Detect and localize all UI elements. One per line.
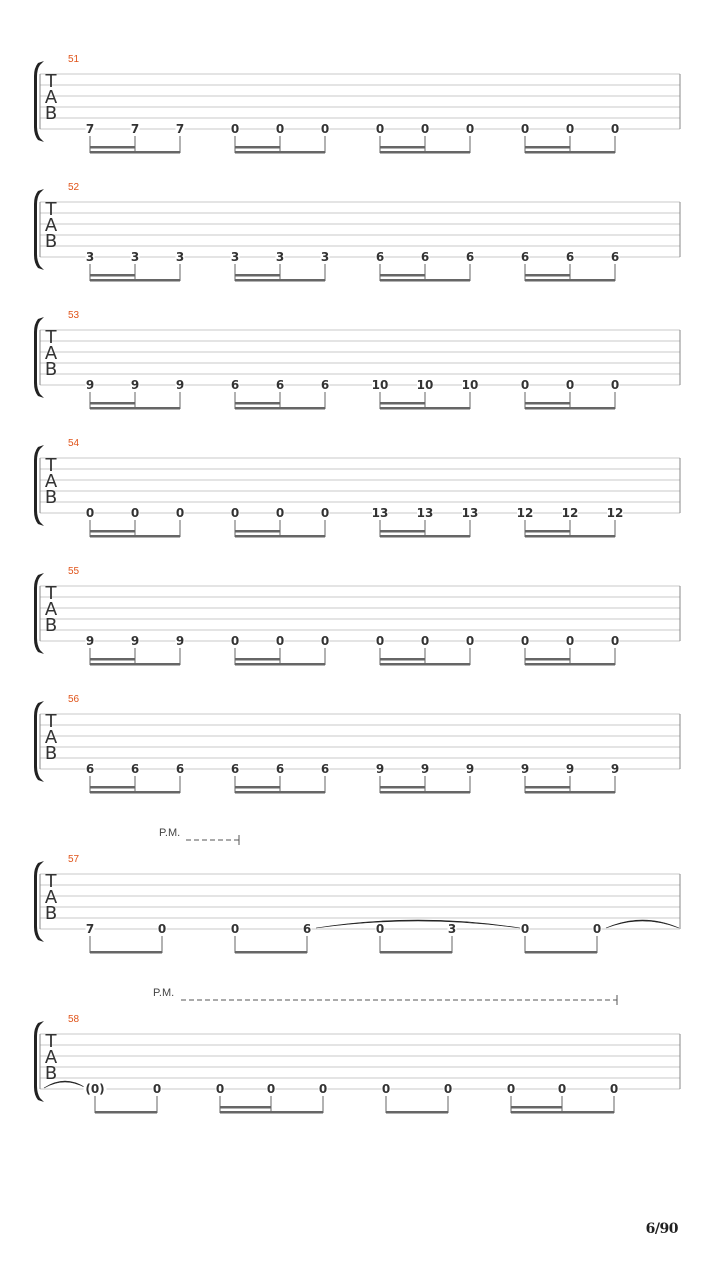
beam-secondary	[525, 274, 570, 277]
beam	[525, 951, 597, 954]
fret-number: 10	[371, 378, 389, 392]
beam	[235, 663, 325, 666]
tab-clef-letter: B	[44, 743, 58, 764]
fret-number: 0	[443, 1082, 453, 1096]
beam-secondary	[235, 786, 280, 789]
beam	[90, 151, 180, 154]
beam	[380, 951, 452, 954]
beam-secondary	[380, 530, 425, 533]
beam-secondary	[90, 530, 135, 533]
fret-number: 0	[520, 378, 530, 392]
beam-secondary	[380, 658, 425, 661]
system-bracket	[34, 445, 44, 526]
system-bracket	[34, 573, 44, 654]
beam	[90, 279, 180, 282]
beam-secondary	[380, 146, 425, 149]
beam-secondary	[90, 274, 135, 277]
beam-secondary	[235, 146, 280, 149]
tab-clef-letter: A	[44, 343, 58, 364]
system-bracket	[34, 861, 44, 942]
fret-number: 6	[275, 762, 285, 776]
beam	[386, 1111, 448, 1114]
tab-clef-letter: B	[44, 103, 58, 124]
beam	[380, 791, 470, 794]
fret-number: 6	[375, 250, 385, 264]
fret-number: 0	[230, 922, 240, 936]
measure-number: 54	[68, 438, 80, 449]
fret-number: 6	[320, 378, 330, 392]
beam-secondary	[525, 402, 570, 405]
tab-clef-letter: T	[45, 71, 57, 92]
tab-system-57	[34, 827, 680, 954]
system-bracket	[34, 61, 44, 142]
system-bracket	[34, 189, 44, 270]
fret-number: 6	[230, 378, 240, 392]
beam	[380, 151, 470, 154]
beam	[525, 279, 615, 282]
fret-number: 0	[381, 1082, 391, 1096]
tab-system-53	[34, 310, 680, 410]
tab-clef-letter: B	[44, 231, 58, 252]
fret-number: 0	[592, 922, 602, 936]
beam	[235, 791, 325, 794]
fret-number: 6	[85, 762, 95, 776]
fret-number: 3	[275, 250, 285, 264]
fret-number: 12	[561, 506, 579, 520]
beam	[380, 663, 470, 666]
fret-number: 12	[606, 506, 624, 520]
fret-number: 10	[416, 378, 434, 392]
fret-number: 9	[520, 762, 530, 776]
fret-number: 13	[371, 506, 389, 520]
fret-number: 3	[175, 250, 185, 264]
tab-system-56	[34, 694, 680, 794]
fret-number: 0	[320, 506, 330, 520]
tab-clef-letter: T	[45, 583, 57, 604]
measure-number: 52	[68, 182, 80, 193]
fret-number: 0	[610, 122, 620, 136]
fret-number: 13	[461, 506, 479, 520]
beam-secondary	[235, 658, 280, 661]
fret-number: 3	[320, 250, 330, 264]
fret-number: 0	[520, 122, 530, 136]
fret-number: 0	[565, 378, 575, 392]
fret-number: 6	[302, 922, 312, 936]
fret-number: 12	[516, 506, 534, 520]
beam	[380, 407, 470, 410]
beam-secondary	[235, 274, 280, 277]
fret-number: 3	[130, 250, 140, 264]
beam-secondary	[380, 274, 425, 277]
fret-number: 9	[130, 634, 140, 648]
tab-clef-letter: A	[44, 1047, 58, 1068]
fret-number: 9	[420, 762, 430, 776]
beam-secondary	[90, 146, 135, 149]
fret-number: 0	[230, 634, 240, 648]
fret-number: (0)	[85, 1082, 105, 1096]
tab-clef-letter: T	[45, 199, 57, 220]
beam-secondary	[525, 658, 570, 661]
fret-number: 0	[230, 506, 240, 520]
tie-arc	[606, 920, 679, 928]
fret-number: 6	[275, 378, 285, 392]
fret-number: 0	[130, 506, 140, 520]
beam	[90, 407, 180, 410]
fret-number: 0	[266, 1082, 276, 1096]
fret-number: 7	[175, 122, 185, 136]
fret-number: 0	[465, 634, 475, 648]
fret-number: 9	[85, 378, 95, 392]
fret-number: 0	[275, 122, 285, 136]
beam	[90, 535, 180, 538]
fret-number: 7	[130, 122, 140, 136]
tab-clef-letter: A	[44, 887, 58, 908]
tab-system-58	[34, 987, 680, 1114]
measure-number: 51	[68, 54, 80, 65]
fret-number: 6	[230, 762, 240, 776]
beam	[525, 663, 615, 666]
system-bracket	[34, 1021, 44, 1102]
beam	[380, 279, 470, 282]
beam	[235, 951, 307, 954]
fret-number: 0	[610, 634, 620, 648]
beam	[220, 1111, 323, 1114]
tie-arc	[316, 920, 520, 928]
fret-number: 0	[420, 122, 430, 136]
fret-number: 6	[175, 762, 185, 776]
beam-secondary	[380, 786, 425, 789]
tab-clef-letter: A	[44, 215, 58, 236]
fret-number: 0	[275, 634, 285, 648]
fret-number: 7	[85, 922, 95, 936]
fret-number: 0	[175, 506, 185, 520]
fret-number: 0	[565, 122, 575, 136]
beam-secondary	[235, 402, 280, 405]
measure-number: 58	[68, 1014, 80, 1025]
fret-number: 0	[520, 634, 530, 648]
beam-secondary	[90, 402, 135, 405]
fret-number: 6	[565, 250, 575, 264]
fret-number: 7	[85, 122, 95, 136]
fret-number: 9	[375, 762, 385, 776]
measure-number: 53	[68, 310, 80, 321]
tab-clef-letter: T	[45, 1031, 57, 1052]
fret-number: 0	[565, 634, 575, 648]
beam	[380, 535, 470, 538]
fret-number: 0	[375, 922, 385, 936]
beam	[90, 951, 162, 954]
fret-number: 6	[420, 250, 430, 264]
beam-secondary	[525, 786, 570, 789]
fret-number: 3	[85, 250, 95, 264]
tab-clef-letter: A	[44, 727, 58, 748]
fret-number: 3	[230, 250, 240, 264]
fret-number: 0	[320, 122, 330, 136]
fret-number: 6	[610, 250, 620, 264]
beam	[235, 151, 325, 154]
tab-clef-letter: A	[44, 599, 58, 620]
tab-clef-letter: T	[45, 711, 57, 732]
fret-number: 0	[465, 122, 475, 136]
page-number: 6/90	[645, 1221, 678, 1237]
fret-number: 0	[85, 506, 95, 520]
palm-mute-label: P.M.	[159, 827, 181, 839]
beam	[235, 279, 325, 282]
tab-clef-letter: B	[44, 615, 58, 636]
beam	[525, 535, 615, 538]
fret-number: 0	[215, 1082, 225, 1096]
measure-number: 55	[68, 566, 80, 577]
fret-number: 0	[320, 634, 330, 648]
fret-number: 0	[375, 634, 385, 648]
tab-clef-letter: A	[44, 471, 58, 492]
fret-number: 0	[609, 1082, 619, 1096]
tab-system-55	[34, 566, 680, 666]
tab-clef-letter: T	[45, 871, 57, 892]
tab-system-52	[34, 182, 680, 282]
fret-number: 9	[465, 762, 475, 776]
measure-number: 57	[68, 854, 80, 865]
system-bracket	[34, 701, 44, 782]
tab-clef-letter: T	[45, 327, 57, 348]
tab-system-54	[34, 438, 680, 538]
fret-number: 0	[275, 506, 285, 520]
tab-clef-letter: T	[45, 455, 57, 476]
fret-number: 6	[520, 250, 530, 264]
beam-secondary	[235, 530, 280, 533]
fret-number: 0	[557, 1082, 567, 1096]
fret-number: 6	[465, 250, 475, 264]
beam	[90, 791, 180, 794]
fret-number: 9	[85, 634, 95, 648]
fret-number: 0	[157, 922, 167, 936]
tab-system-51	[34, 54, 680, 154]
beam-secondary	[90, 658, 135, 661]
fret-number: 0	[152, 1082, 162, 1096]
beam-secondary	[380, 402, 425, 405]
tab-clef-letter: A	[44, 87, 58, 108]
fret-number: 0	[506, 1082, 516, 1096]
fret-number: 6	[320, 762, 330, 776]
beam	[525, 791, 615, 794]
beam	[511, 1111, 614, 1114]
fret-number: 3	[447, 922, 457, 936]
fret-number: 9	[610, 762, 620, 776]
tab-clef-letter: B	[44, 359, 58, 380]
beam	[235, 407, 325, 410]
fret-number: 0	[420, 634, 430, 648]
fret-number: 0	[610, 378, 620, 392]
measure-number: 56	[68, 694, 80, 705]
beam-secondary	[525, 530, 570, 533]
system-bracket	[34, 317, 44, 398]
fret-number: 0	[318, 1082, 328, 1096]
fret-number: 9	[130, 378, 140, 392]
beam-secondary	[525, 146, 570, 149]
fret-number: 9	[175, 634, 185, 648]
beam-secondary	[90, 786, 135, 789]
fret-number: 0	[520, 922, 530, 936]
tab-clef-letter: B	[44, 487, 58, 508]
beam-secondary	[511, 1106, 562, 1109]
fret-number: 0	[230, 122, 240, 136]
beam	[90, 663, 180, 666]
tab-clef-letter: B	[44, 1063, 58, 1084]
tab-clef-letter: B	[44, 903, 58, 924]
beam-secondary	[220, 1106, 271, 1109]
fret-number: 0	[375, 122, 385, 136]
beam	[235, 535, 325, 538]
beam	[525, 151, 615, 154]
palm-mute-label: P.M.	[153, 987, 175, 999]
fret-number: 13	[416, 506, 434, 520]
fret-number: 10	[461, 378, 479, 392]
beam	[525, 407, 615, 410]
fret-number: 6	[130, 762, 140, 776]
fret-number: 9	[175, 378, 185, 392]
beam	[95, 1111, 157, 1114]
fret-number: 9	[565, 762, 575, 776]
